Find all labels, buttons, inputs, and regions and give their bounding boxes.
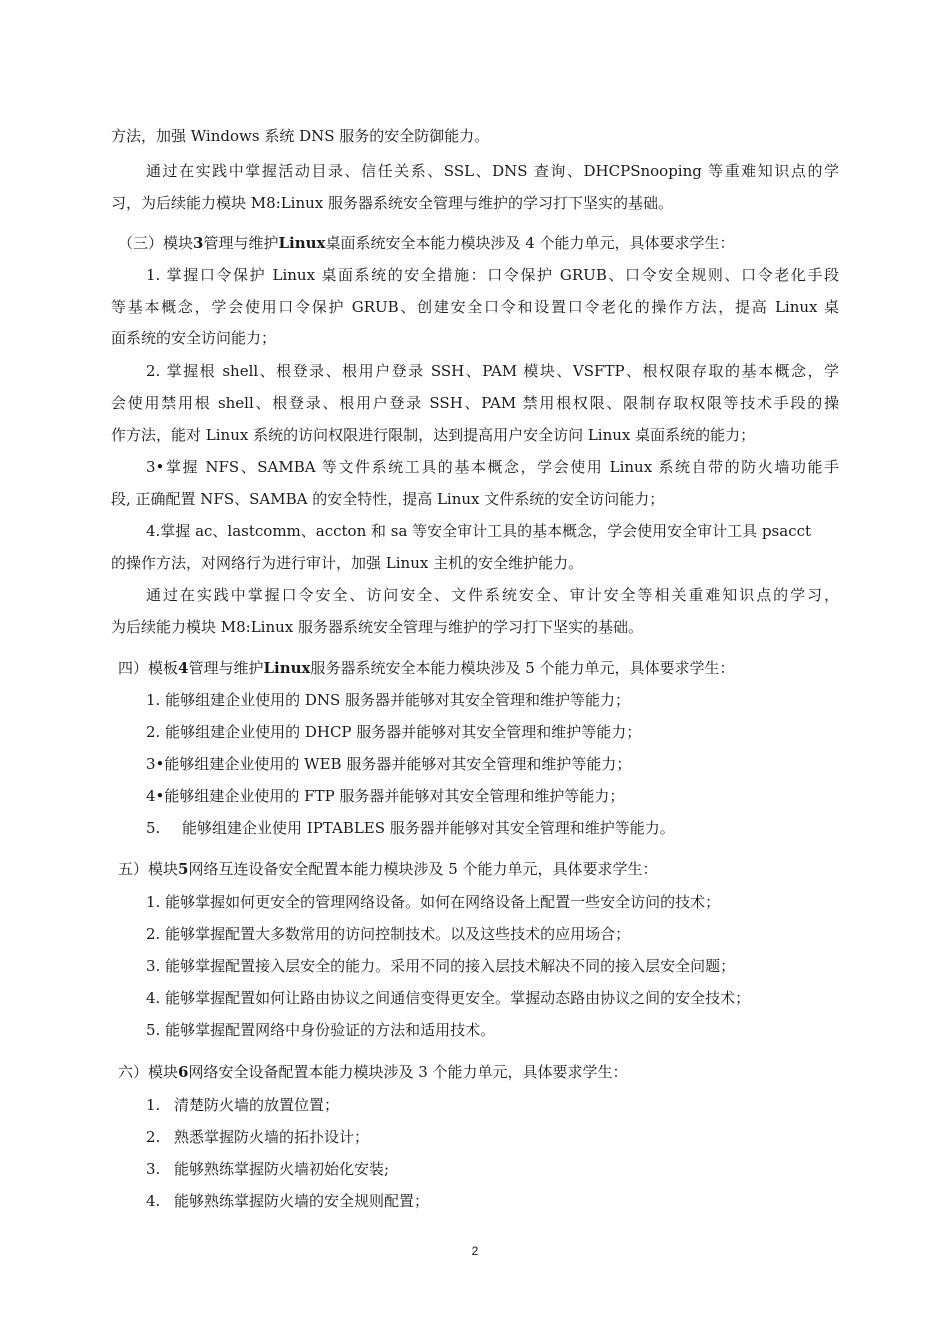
- section-heading-6: 六）模块6网络安全设备配置本能力模块涉及 3 个能力单元，具体要求学生：: [118, 1063, 628, 1081]
- list-item: 5. 能够掌握配置网络中身份验证的方法和适用技术。: [146, 1021, 496, 1039]
- list-item: 4•能够组建企业使用的 FTP 服务器并能够对其安全管理和维护等能力；: [146, 787, 625, 805]
- paragraph-line: 习，为后续能力模块 M8:Linux 服务器系统安全管理与维护的学习打下坚实的基础。: [111, 194, 674, 212]
- paragraph-line: 会使用禁用根 shell、根登录、根用户登录 SSH、PAM 禁用根权限、限制存取权限等技术手段的操: [111, 394, 839, 412]
- section-heading-5: 五）模块5网络互连设备安全配置本能力模块涉及 5 个能力单元，具体要求学生：: [118, 860, 658, 878]
- list-item: 3•能够组建企业使用的 WEB 服务器并能够对其安全管理和维护等能力；: [146, 755, 632, 773]
- paragraph-line: 通过在实践中掌握口令安全、访问安全、文件系统安全、审计安全等相关重难知识点的学习，: [146, 586, 839, 604]
- paragraph-line: 方法，加强 Windows 系统 DNS 服务的安全防御能力。: [111, 127, 490, 145]
- list-item: 4. 能够熟练掌握防火墙的安全规则配置；: [146, 1192, 430, 1210]
- list-item: 1. 掌握口令保护 Linux 桌面系统的安全措施：口令保护 GRUB、口令安全规则、口令老化手段: [146, 266, 839, 284]
- page-number: 2: [471, 1244, 479, 1258]
- paragraph-line: 的操作方法，对网络行为进行审计，加强 Linux 主机的安全维护能力。: [111, 554, 584, 572]
- section-heading-3: （三）模块3管理与维护Linux桌面系统安全本能力模块涉及 4 个能力单元，具体要求学生：: [118, 234, 735, 252]
- list-item: 1. 能够掌握如何更安全的管理网络设备。如何在网络设备上配置一些安全访问的技术；: [146, 893, 721, 911]
- paragraph-line: 等基本概念，学会使用口令保护 GRUB、创建安全口令和设置口令老化的操作方法，提高 Linux 桌: [111, 298, 839, 316]
- paragraph-line: 段, 正确配置 NFS、SAMBA 的安全特性，提高 Linux 文件系统的安全访问能力；: [111, 490, 665, 508]
- list-item: 2. 能够掌握配置大多数常用的访问控制技术。以及这些技术的应用场合；: [146, 925, 631, 943]
- paragraph-line: 为后续能力模块 M8:Linux 服务器系统安全管理与维护的学习打下坚实的基础。: [111, 618, 644, 636]
- list-item: 1. 清楚防火墙的放置位置；: [146, 1096, 340, 1114]
- list-item: 3. 能够熟练掌握防火墙初始化安装;: [146, 1160, 390, 1178]
- list-item: 4.掌握 ac、lastcomm、accton 和 sa 等安全审计工具的基本概念，学会使用安全审计工具 psacct: [146, 522, 812, 540]
- list-item: 2. 掌握根 shell、根登录、根用户登录 SSH、PAM 模块、VSFTP、根权限存取的基本概念，学: [146, 362, 839, 380]
- list-item: 5. 能够组建企业使用 IPTABLES 服务器并能够对其安全管理和维护等能力。: [146, 819, 675, 837]
- list-item: 2. 熟悉掌握防火墙的拓扑设计；: [146, 1128, 370, 1146]
- paragraph-line: 面系统的安全访问能力；: [111, 329, 277, 347]
- list-item: 3. 能够掌握配置接入层安全的能力。采用不同的接入层技术解决不同的接入层安全问题；: [146, 957, 736, 975]
- list-item: 4. 能够掌握配置如何让路由协议之间通信变得更安全。掌握动态路由协议之间的安全技术；: [146, 989, 751, 1007]
- list-item: 3•掌握 NFS、SAMBA 等文件系统工具的基本概念，学会使用 Linux 系统自带的防火墙功能手: [146, 458, 839, 476]
- list-item: 2. 能够组建企业使用的 DHCP 服务器并能够对其安全管理和维护等能力；: [146, 723, 642, 741]
- list-item: 1. 能够组建企业使用的 DNS 服务器并能够对其安全管理和维护等能力；: [146, 691, 631, 709]
- paragraph-line: 作方法，能对 Linux 系统的访问权限进行限制，达到提高用户安全访问 Linux 桌面系统的能力；: [111, 426, 756, 444]
- section-heading-4: 四）模板4管理与维护Linux服务器系统安全本能力模块涉及 5 个能力单元，具体要求学生：: [118, 659, 735, 677]
- paragraph-line: 通过在实践中掌握活动目录、信任关系、SSL、DNS 查询、DHCPSnooping 等重难知识点的学: [146, 162, 839, 180]
